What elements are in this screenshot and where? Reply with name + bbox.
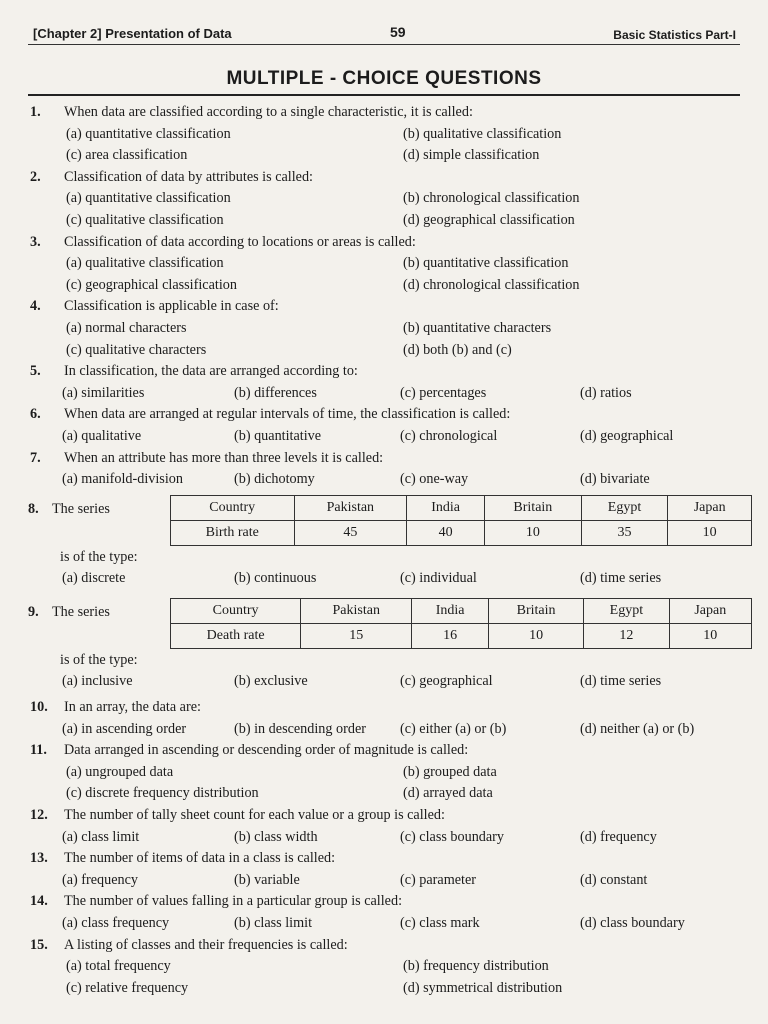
table-cell: 12: [584, 623, 669, 648]
question-stem: [0, 361, 768, 383]
question-11: [0, 740, 768, 805]
question-stem: [0, 296, 768, 318]
option-c: (c) percentages: [400, 384, 487, 401]
option-d: (d) simple classification: [403, 147, 540, 164]
option-d: (d) arrayed data: [403, 785, 493, 802]
question-stem: [0, 167, 768, 189]
question-text: The number of tally sheet count for each value or a group is called:: [64, 807, 445, 824]
question-stem: [0, 448, 768, 470]
option-c: (c) relative frequency: [66, 979, 189, 996]
table-cell: 10: [488, 623, 583, 648]
table-cell: India: [412, 598, 489, 623]
question-text: Classification is applicable in case of:: [64, 298, 279, 315]
question-stem: [0, 404, 768, 426]
question-text: The series: [52, 603, 110, 620]
question-number: 2.: [30, 168, 41, 185]
question-number: 1.: [30, 104, 41, 120]
question-text-continued: is of the type:: [60, 651, 138, 668]
option-a: (a) in ascending order: [62, 720, 187, 737]
option-c: (c) area classification: [66, 147, 188, 164]
question-stem: [0, 232, 768, 254]
option-a: (a) qualitative: [62, 427, 142, 444]
option-b: (b) qualitative classification: [403, 125, 562, 142]
question-text: In classification, the data are arranged according to:: [64, 363, 358, 380]
option-b: (b) frequency distribution: [403, 958, 549, 975]
table-cell: Death rate: [171, 623, 301, 648]
book-title: Basic Statistics Part-I: [613, 28, 736, 42]
question-8: [0, 491, 768, 590]
option-d: (d) time series: [580, 673, 662, 690]
option-row: [0, 870, 768, 892]
question-6: [0, 404, 768, 447]
option-row: [0, 210, 768, 232]
table-cell: Britain: [485, 495, 582, 520]
option-c: (c) class boundary: [400, 828, 505, 845]
option-c: (c) chronological: [400, 427, 498, 444]
question-stem: [0, 848, 768, 870]
option-row: [0, 145, 768, 167]
option-c: (c) qualitative characters: [66, 341, 207, 358]
section-title: MULTIPLE - CHOICE QUESTIONS: [226, 68, 542, 89]
option-d: (d) bivariate: [580, 471, 650, 488]
question-stem: [0, 697, 768, 719]
option-d: (d) frequency: [580, 828, 657, 845]
question-number: 14.: [30, 893, 48, 910]
option-a: (a) frequency: [62, 871, 139, 888]
option-row: [0, 783, 768, 805]
page-header: [0, 24, 768, 44]
question-1: [0, 102, 768, 167]
option-c: (c) discrete frequency distribution: [66, 785, 259, 802]
table-cell: 16: [412, 623, 489, 648]
option-a: (a) qualitative classification: [66, 255, 224, 272]
option-b: (b) in descending order: [234, 720, 366, 737]
table-cell: Pakistan: [301, 598, 412, 623]
question-number: 10.: [30, 699, 48, 716]
option-row: [0, 426, 768, 448]
option-b: (b) continuous: [234, 570, 317, 587]
option-row: [0, 956, 768, 978]
question-number: 15.: [30, 936, 48, 953]
option-c: (c) individual: [400, 570, 477, 587]
chapter-title: [Chapter 2] Presentation of Data: [33, 26, 232, 41]
series-table: [170, 495, 752, 546]
question-text: Classification of data according to locations or areas is called:: [64, 233, 416, 250]
question-9: [0, 594, 768, 693]
option-row: [0, 762, 768, 784]
option-a: (a) ungrouped data: [66, 763, 174, 780]
option-d: (d) time series: [580, 570, 662, 587]
table-cell: 15: [301, 623, 412, 648]
table-cell: Japan: [669, 598, 751, 623]
question-text: The series: [52, 500, 110, 517]
question-text: Data arranged in ascending or descending order of magnitude is called:: [64, 742, 469, 759]
table-cell: Country: [171, 495, 295, 520]
option-b: (b) class limit: [234, 915, 313, 931]
question-number: 13.: [30, 850, 48, 867]
question-text-continued: is of the type:: [60, 548, 138, 565]
option-row: [0, 568, 768, 590]
option-a: (a) total frequency: [66, 958, 171, 975]
question-stem: [0, 594, 768, 650]
question-number: 12.: [30, 807, 48, 824]
question-text: In an array, the data are:: [64, 699, 201, 716]
option-b: (b) variable: [234, 871, 300, 888]
option-b: (b) dichotomy: [234, 471, 315, 488]
option-b: (b) quantitative classification: [403, 255, 569, 272]
table-cell: Country: [171, 598, 301, 623]
option-d: (d) geographical: [580, 427, 674, 444]
question-number: 9.: [28, 603, 39, 620]
option-c: (c) geographical classification: [66, 276, 237, 293]
question-stem: [0, 740, 768, 762]
question-number: 8.: [28, 500, 39, 517]
question-text: When data are arranged at regular intervals of time, the classification is called:: [64, 406, 511, 423]
option-row: [0, 340, 768, 362]
option-d: (d) neither (a) or (b): [580, 720, 695, 737]
question-number: 11.: [30, 742, 47, 759]
option-row: [0, 913, 768, 935]
option-row: [0, 978, 768, 1000]
option-b: (b) quantitative characters: [403, 319, 552, 336]
table-cell: 10: [669, 623, 751, 648]
header-divider: [28, 44, 740, 45]
option-b: (b) quantitative: [234, 427, 322, 444]
option-row: [0, 275, 768, 297]
option-d: (d) symmetrical distribution: [403, 979, 563, 996]
option-c: (c) class mark: [400, 915, 480, 931]
question-list: [0, 102, 768, 1002]
table-cell: 40: [407, 520, 485, 545]
option-a: (a) normal characters: [66, 319, 187, 336]
question-text: The number of items of data in a class is called:: [64, 850, 336, 867]
option-a: (a) inclusive: [62, 673, 133, 690]
table-cell: 35: [581, 520, 668, 545]
page-number: 59: [390, 24, 406, 40]
option-d: (d) constant: [580, 871, 648, 888]
table-cell: Pakistan: [294, 495, 407, 520]
question-text: A listing of classes and their frequencies is called:: [64, 936, 348, 953]
question-10: [0, 697, 768, 740]
option-d: (d) both (b) and (c): [403, 341, 512, 358]
option-row: [0, 253, 768, 275]
table-data-row: [171, 623, 752, 648]
option-row: [0, 719, 768, 741]
question-12: [0, 805, 768, 848]
table-cell: 10: [485, 520, 582, 545]
table-header-row: [171, 598, 752, 623]
option-row: [0, 671, 768, 693]
table-cell: 45: [294, 520, 407, 545]
question-13: [0, 848, 768, 891]
question-stem: [0, 891, 768, 913]
option-c: (c) parameter: [400, 871, 477, 888]
question-stem: [0, 935, 768, 957]
table-cell: Britain: [488, 598, 583, 623]
question-stem: [0, 491, 768, 547]
option-row: [0, 827, 768, 849]
question-stem: [0, 102, 768, 124]
title-divider: [28, 94, 740, 96]
table-header-row: [171, 495, 752, 520]
option-row: [0, 318, 768, 340]
option-row: [0, 124, 768, 146]
question-text: Classification of data by attributes is called:: [64, 168, 314, 185]
table-data-row: [171, 520, 752, 545]
question-continuation: [0, 650, 768, 672]
option-a: (a) class frequency: [62, 915, 170, 931]
option-row: [0, 383, 768, 405]
question-3: [0, 232, 768, 297]
question-14: [0, 891, 768, 934]
option-d: (d) class boundary: [580, 915, 685, 931]
option-a: (a) manifold-division: [62, 471, 183, 488]
table-cell: Japan: [668, 495, 752, 520]
option-b: (b) class width: [234, 828, 318, 845]
question-2: [0, 167, 768, 232]
question-stem: [0, 805, 768, 827]
option-a: (a) discrete: [62, 570, 126, 587]
table-cell: Egypt: [584, 598, 669, 623]
table-cell: 10: [668, 520, 752, 545]
question-5: [0, 361, 768, 404]
option-c: (c) either (a) or (b): [400, 720, 507, 737]
question-15: [0, 935, 768, 1000]
option-c: (c) qualitative classification: [66, 211, 224, 228]
question-number: 3.: [30, 233, 41, 250]
option-c: (c) one-way: [400, 471, 469, 488]
question-7: [0, 448, 768, 491]
question-4: [0, 296, 768, 361]
option-row: [0, 188, 768, 210]
question-text: When data are classified according to a single characteristic, it is called:: [64, 104, 473, 120]
question-number: 7.: [30, 449, 41, 466]
option-a: (a) quantitative classification: [66, 125, 231, 142]
option-d: (d) geographical classification: [403, 211, 575, 228]
table-cell: India: [407, 495, 485, 520]
option-a: (a) similarities: [62, 384, 145, 401]
option-c: (c) geographical: [400, 673, 493, 690]
question-number: 6.: [30, 406, 41, 423]
question-text: When an attribute has more than three levels it is called:: [64, 449, 384, 466]
option-d: (d) chronological classification: [403, 276, 580, 293]
question-continuation: [0, 547, 768, 569]
question-text: The number of values falling in a particular group is called:: [64, 893, 403, 910]
option-a: (a) quantitative classification: [66, 190, 231, 207]
option-row: [0, 469, 768, 491]
option-b: (b) chronological classification: [403, 190, 580, 207]
series-table: [170, 598, 752, 649]
option-b: (b) exclusive: [234, 673, 308, 690]
option-b: (b) grouped data: [403, 763, 497, 780]
question-number: 4.: [30, 298, 41, 315]
option-a: (a) class limit: [62, 828, 140, 845]
option-b: (b) differences: [234, 384, 317, 401]
question-number: 5.: [30, 363, 41, 380]
table-cell: Egypt: [581, 495, 668, 520]
table-cell: Birth rate: [171, 520, 295, 545]
option-d: (d) ratios: [580, 384, 632, 401]
